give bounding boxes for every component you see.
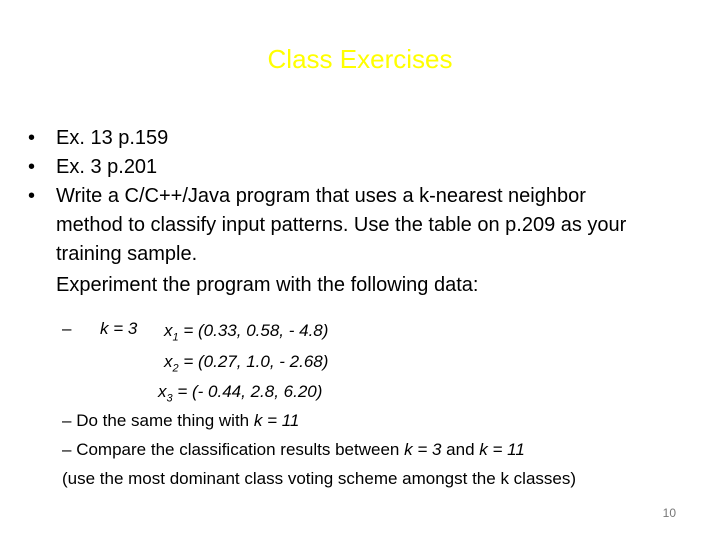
x2-value: = (0.27, 1.0, - 2.68) [178,352,329,371]
experiment-line: Experiment the program with the following data: [56,274,479,296]
x1-value: = (0.33, 0.58, - 4.8) [178,321,329,340]
compare-dash: – [62,440,72,459]
x1-var: x [164,321,173,340]
k11-prefix: Do the same thing with [76,411,254,430]
slide-title: Class Exercises [267,44,453,74]
compare-k3: k = 3 [404,440,442,459]
bullet-item-program [28,182,708,211]
bullet-marker: • [28,185,36,207]
k11-line [62,410,299,432]
x3-var: x [158,382,167,401]
x3-value: = (- 0.44, 2.8, 6.20) [172,382,323,401]
bullet-text: Write a C/C++/Java program that uses a k-nearest neighbor [56,185,586,207]
x3-sub: 3 [166,392,173,405]
bullet-marker: • [28,127,36,149]
k3-label-text: k = 3 [100,319,138,338]
bullet-marker: • [28,156,36,178]
bullet-continuation-line: training sample. [56,243,198,265]
x1-vector [164,320,328,348]
bullet-item-ex3 [28,153,708,182]
bullet-text: Ex. 13 p.159 [56,127,169,149]
x3-vector [158,381,322,409]
compare-middle: and [441,440,480,459]
compare-line [62,439,525,461]
compare-prefix: Compare the classification results between [76,440,405,459]
x2-var: x [164,352,173,371]
bullet-continuation-line: method to classify input patterns. Use the table on p.209 as your [56,214,627,236]
k11-dash: – [62,411,72,430]
x2-sub: 2 [172,362,179,375]
k11-value: k = 11 [253,411,300,430]
x2-vector [164,351,328,379]
bullet-text: Ex. 3 p.201 [56,156,158,178]
compare-k11: k = 11 [479,440,525,459]
bullet-item-ex13 [28,124,708,153]
voting-note: (use the most dominant class voting scheme amongst the k classes) [62,469,577,488]
x1-sub: 1 [172,331,179,344]
page-number: 10 [662,506,676,520]
k3-dash: – [62,319,72,338]
k3-label [100,318,137,340]
bullet-list [28,124,708,300]
